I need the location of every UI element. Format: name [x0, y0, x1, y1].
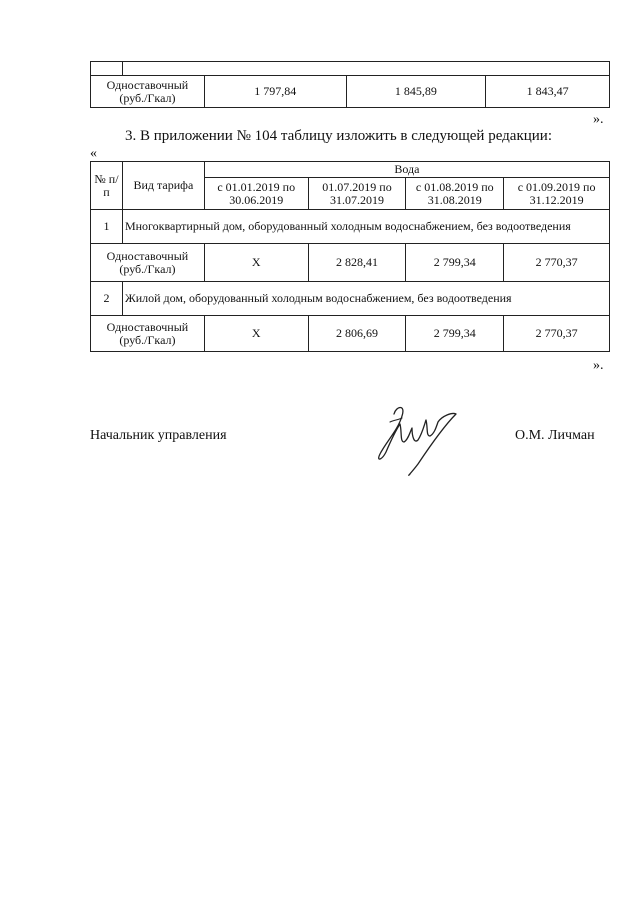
group-row [91, 282, 610, 316]
value-cell: 2 806,69 [308, 316, 406, 352]
value-cell: 1 797,84 [204, 76, 346, 108]
value-cell: 1 843,47 [486, 76, 610, 108]
closing-quote: ». [593, 358, 604, 373]
signer-position: Начальник управления [90, 428, 227, 443]
handwritten-signature [372, 402, 464, 480]
group-row [91, 210, 610, 244]
header-period: с 01.09.2019 по 31.12.2019 [504, 178, 610, 210]
empty-cell [91, 62, 123, 76]
value-cell: 2 799,34 [406, 244, 504, 282]
value-cell: 2 770,37 [504, 244, 610, 282]
table-row [91, 316, 610, 352]
value-cell: Х [204, 244, 308, 282]
closing-quote: ». [593, 112, 604, 127]
empty-cell [122, 62, 609, 76]
header-period: с 01.08.2019 по 31.08.2019 [406, 178, 504, 210]
value-cell: Х [204, 316, 308, 352]
signer-name: О.М. Личман [515, 428, 595, 443]
group-num: 2 [91, 282, 123, 316]
tariff-label: Одноставочный (руб./Гкал) [91, 316, 205, 352]
table-row [91, 76, 610, 108]
table-row [91, 244, 610, 282]
value-cell: 2 799,34 [406, 316, 504, 352]
header-num: № п/п [91, 162, 123, 210]
header-tariff: Вид тарифа [122, 162, 204, 210]
value-cell: 1 845,89 [346, 76, 486, 108]
header-row [91, 162, 610, 178]
header-period: с 01.01.2019 по 30.06.2019 [204, 178, 308, 210]
group-num: 1 [91, 210, 123, 244]
previous-table-top-row [91, 62, 610, 76]
header-period: 01.07.2019 по 31.07.2019 [308, 178, 406, 210]
previous-table [90, 61, 610, 108]
value-cell: 2 828,41 [308, 244, 406, 282]
header-water: Вода [204, 162, 609, 178]
group-title: Жилой дом, оборудованный холодным водоснабжением, без водоотведения [122, 282, 609, 316]
value-cell: 2 770,37 [504, 316, 610, 352]
group-title: Многоквартирный дом, оборудованный холодным водоснабжением, без водоотведения [122, 210, 609, 244]
opening-quote: « [90, 146, 97, 161]
appendix-104-table [90, 161, 610, 352]
tariff-label: Одноставочный (руб./Гкал) [91, 244, 205, 282]
tariff-label: Одноставочный (руб./Гкал) [91, 76, 205, 108]
paragraph-3: 3. В приложении № 104 таблицу изложить в следующей редакции: [125, 128, 552, 144]
